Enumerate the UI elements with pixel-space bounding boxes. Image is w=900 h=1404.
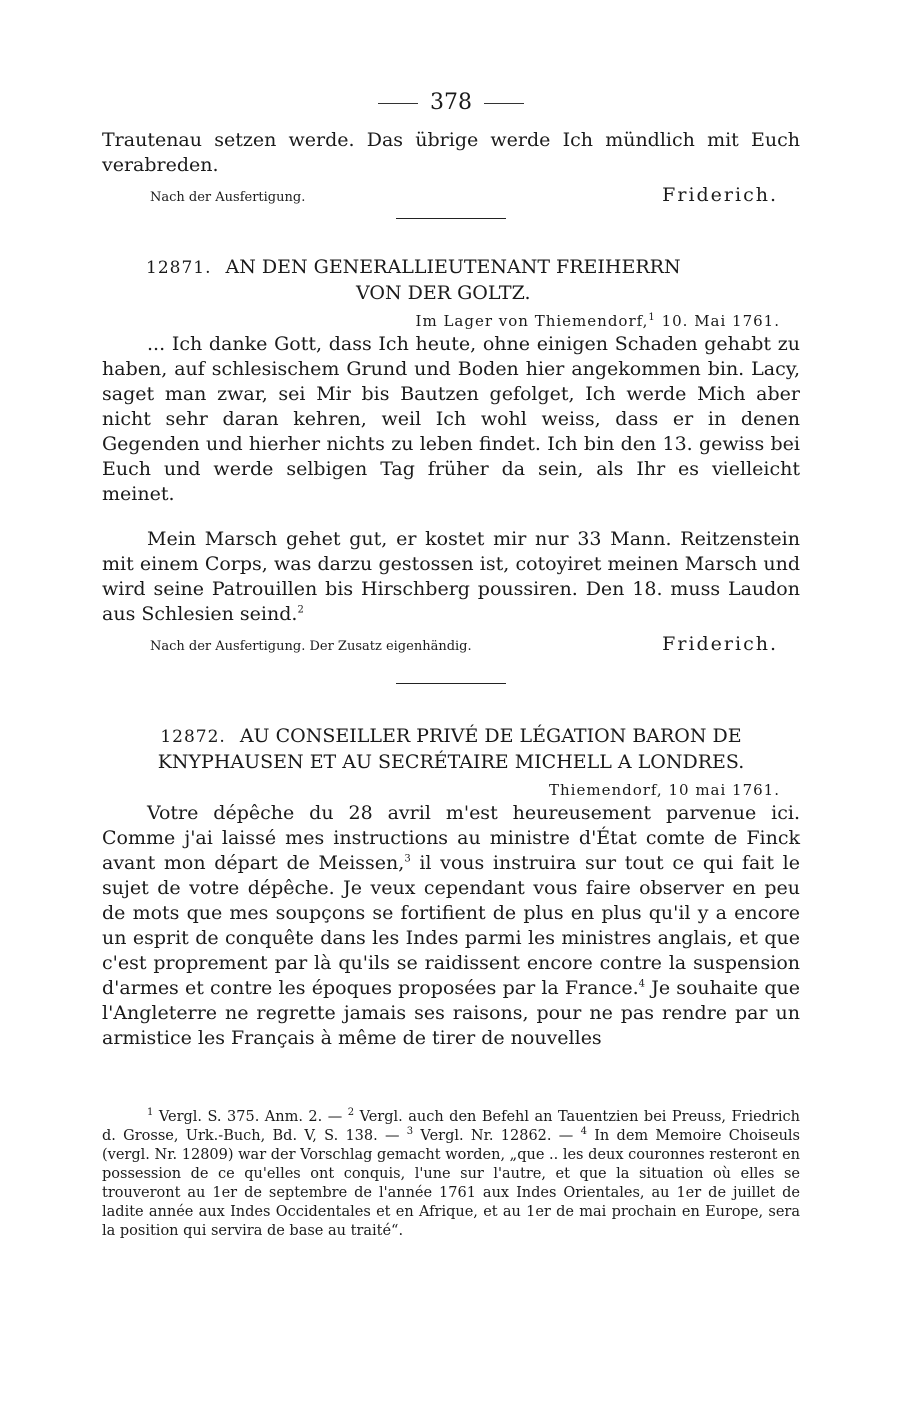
footnote-2-marker: 2 xyxy=(347,1107,355,1119)
footnote-3-text: Vergl. Nr. 12862. — xyxy=(413,1128,581,1144)
footnote-1-text: Vergl. S. 375. Anm. 2. — xyxy=(153,1109,348,1125)
letter1-place-date xyxy=(102,312,780,330)
letter1-paragraph1: ... Ich danke Gott, dass Ich heute, ohne einigen Schaden gehabt zu haben, auf schlesischem Grund und Boden hier angekommen bin. Lacy, saget man zwar, sei Mir bis Bautzen gefolget, Ich werde Mich aber nicht sehr daran kehren, weil Ich wohl weiss, dass er in denen Gegenden und hierher nichts zu leben findet. Ich bin den 13. gewiss bei Euch und werde selbigen Tag früher da sein, als Ihr es vielleicht meinet. xyxy=(102,333,800,505)
letter2-text-b: il vous instruira sur tout ce qui fait le sujet de votre dépêche. Je veux cependant vous faire observer en peu de mots que mes soupçons se fortifient de plus en plus qu'il y a encore un esprit de conquête dans les Indes parmi les ministres anglais, et que c'est proprement par là qu'ils se raidissent encore contre la suspension d'armes et contre les époques proposées par la France. xyxy=(102,852,800,999)
letter2-text-a: Votre dépêche du 28 avril m'est heureusement parvenue ici. Comme j'ai laissé mes instructions au ministre d'État comte de Finck avant mon départ de Meissen, xyxy=(102,802,800,874)
intro-paragraph: Trautenau setzen werde. Das übrige werde Ich mündlich mit Euch verabreden. xyxy=(102,129,800,176)
letter1-paragraph2 xyxy=(102,527,800,627)
letter1-source-row xyxy=(102,633,800,655)
footnote-ref-2: 2 xyxy=(297,604,304,616)
section-divider xyxy=(396,683,506,684)
letter1-heading xyxy=(102,255,800,306)
page-number: 378 xyxy=(430,90,472,115)
letter1-heading-line1: AN DEN GENERALLIEUTENANT FREIHERRN xyxy=(225,256,681,278)
page xyxy=(102,88,800,1051)
dash-left xyxy=(378,103,418,104)
section-divider xyxy=(396,218,506,219)
intro-source: Nach der Ausfertigung. xyxy=(150,190,306,205)
letter2-number: 12872. xyxy=(160,727,226,747)
footnote-ref-1: 1 xyxy=(648,312,656,323)
page-number-row xyxy=(102,88,800,118)
letter2-heading-row1 xyxy=(102,724,800,750)
intro-source-row xyxy=(102,184,800,206)
letter1-signature: Friderich. xyxy=(662,633,778,655)
letter2-heading-line1: AU CONSEILLER PRIVÉ DE LÉGATION BARON DE xyxy=(239,725,742,747)
dash-right xyxy=(484,103,524,104)
footnote-block xyxy=(102,1108,800,1241)
paragraph-gap xyxy=(102,507,800,527)
footnote-1-marker: 1 xyxy=(147,1107,154,1119)
letter1-heading-line2: VON DER GOLTZ. xyxy=(356,282,531,304)
footnotes xyxy=(102,1108,800,1241)
footnote-ref-4: 4 xyxy=(638,978,646,990)
letter1-date: 10. Mai 1761. xyxy=(655,312,780,330)
intro-signature: Friderich. xyxy=(662,184,778,206)
footnote-ref-3: 3 xyxy=(404,853,411,865)
letter1-source: Nach der Ausfertigung. Der Zusatz eigenhändig. xyxy=(150,639,472,654)
letter2-heading xyxy=(102,724,800,775)
letter2-place-date: Thiemendorf, 10 mai 1761. xyxy=(549,781,780,799)
letter1-place: Im Lager von Thiemendorf, xyxy=(415,312,649,330)
letter1-paragraph2-text: Mein Marsch gehet gut, er kostet mir nur 33 Mann. Reitzenstein mit einem Corps, was darzu gestossen ist, cotoyiret meinen Marsch und wird seine Patrouillen bis Hirschberg poussiren. Den 18. muss Laudon aus Schlesien seind. xyxy=(102,528,800,625)
letter2-text-c: Je souhaite que l'Angleterre ne regrette jamais ses raisons, pour ne pas rendre par un armistice les Français à même de tirer de nouvelles xyxy=(102,977,800,1049)
letter2-heading-line2: KNYPHAUSEN ET AU SECRÉTAIRE MICHELL A LONDRES. xyxy=(157,751,745,773)
footnote-4-marker: 4 xyxy=(580,1126,587,1138)
footnote-3-marker: 3 xyxy=(406,1126,414,1138)
footnote-4-text: In dem Memoire Choiseuls (vergl. Nr. 12809) war der Vorschlag gemacht worden, „que .. les deux couronnes resteront en possession de ce qu'elles ont conquis, l'une sur l'autre, et que la situation où elles se trouveront au 1er de septembre de l'année 1761 aux Indes Orientales, au 1er de juillet de ladite année aux Indes Occidentales et en Afrique, et au 1er de mai prochain en Europe, sera la position qui servira de base au traité“. xyxy=(102,1128,800,1239)
footnote-2-text: Vergl. auch den Befehl an Tauentzien bei Preuss, Friedrich d. Grosse, Urk.-Buch, Bd. V, S. 138. — xyxy=(102,1109,800,1144)
letter1-number: 12871. xyxy=(146,258,212,278)
letter2-paragraph xyxy=(102,801,800,1051)
